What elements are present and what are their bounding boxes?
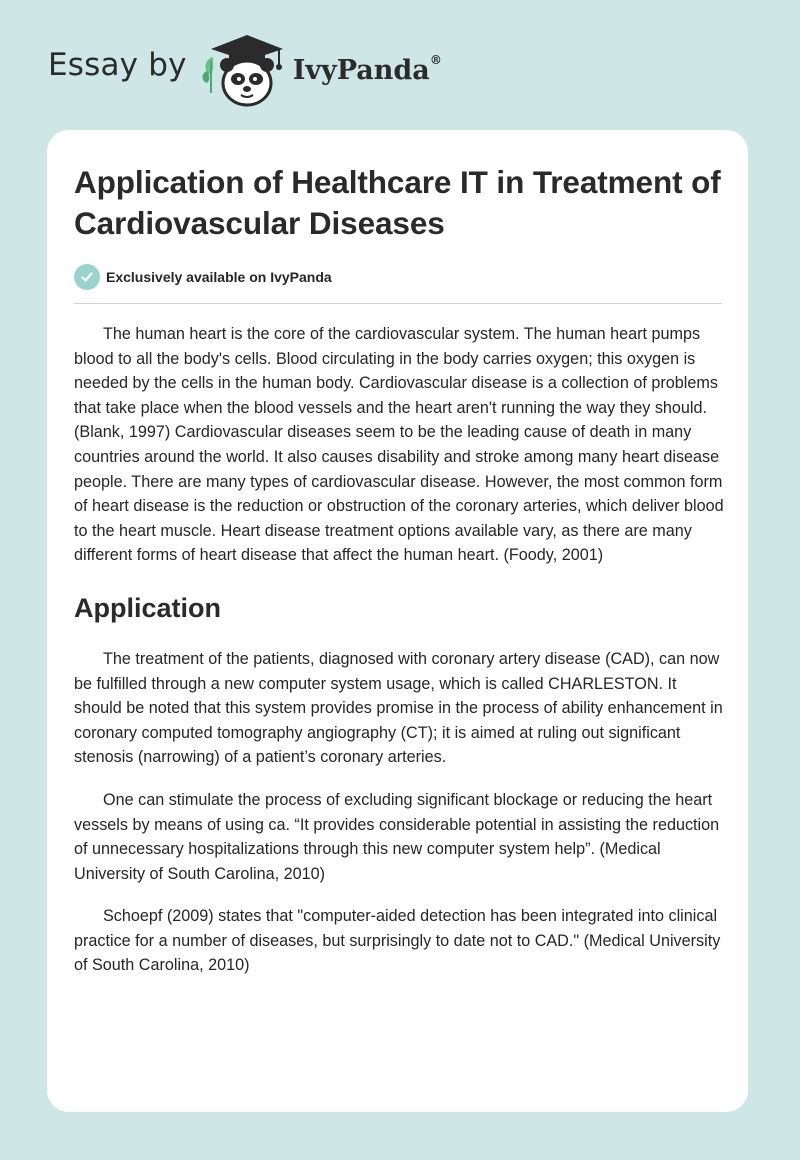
section-heading: Application: [74, 592, 221, 623]
exclusive-label: Exclusively available on IvyPanda: [106, 269, 332, 285]
paragraph: Schoepf (2009) states that "computer-aided detection has been integrated into clinical practice for a number of diseases, but surprisingly to date not to CAD." (Medical University of South Carolina, 2010): [74, 907, 721, 975]
check-circle-icon: [74, 264, 100, 290]
essay-by-label: Essay by: [48, 47, 187, 83]
site-header: [48, 30, 442, 110]
divider: [74, 303, 722, 304]
essay-card: [47, 130, 748, 1112]
panda-graduate-icon[interactable]: [201, 31, 289, 109]
ivypanda-logo-text[interactable]: [292, 52, 442, 86]
exclusive-badge: [74, 263, 724, 291]
intro-paragraph: The human heart is the core of the cardiovascular system. The human heart pumps blood to all the body's cells. Blood circulating in the body carries oxygen; this oxygen is needed by the cells in the human body. Cardiovascular disease is a collection of problems that take place when the blood vessels and the heart aren't running the way they should. (Blank, 1997) Cardiovascular diseases seem to be the leading cause of death in many countries around the world. It also causes disability and stroke among many heart disease people. There are many types of cardiovascular disease. However, the most common form of heart disease is the reduction or obstruction of the coronary arteries, which deliver blood to the heart muscle. Heart disease treatment options available vary, as there are many different forms of heart disease that affect the human heart. (Foody, 2001): [74, 325, 724, 565]
paragraph: The treatment of the patients, diagnosed with coronary artery disease (CAD), can now be fulfilled through a new computer system usage, which is called CHARLESTON. It should be noted that this system provides promise in the process of ability enhancement in coronary computed tomography angiography (CT); it is aimed at ruling out significant stenosis (narrowing) of a patient’s coronary arteries.: [74, 649, 723, 767]
essay-title: Application of Healthcare IT in Treatment of Cardiovascular Diseases: [74, 164, 721, 241]
brand-name: IvyPanda: [292, 54, 430, 86]
registered-mark: ®: [429, 52, 442, 67]
paragraph: One can stimulate the process of excluding significant blockage or reducing the heart vessels by means of using ca. “It provides considerable potential in assisting the reduction of unnecessary hospitalizations through this new computer system help”. (Medical University of South Carolina, 2010): [74, 790, 720, 883]
essay-content: [74, 162, 724, 978]
